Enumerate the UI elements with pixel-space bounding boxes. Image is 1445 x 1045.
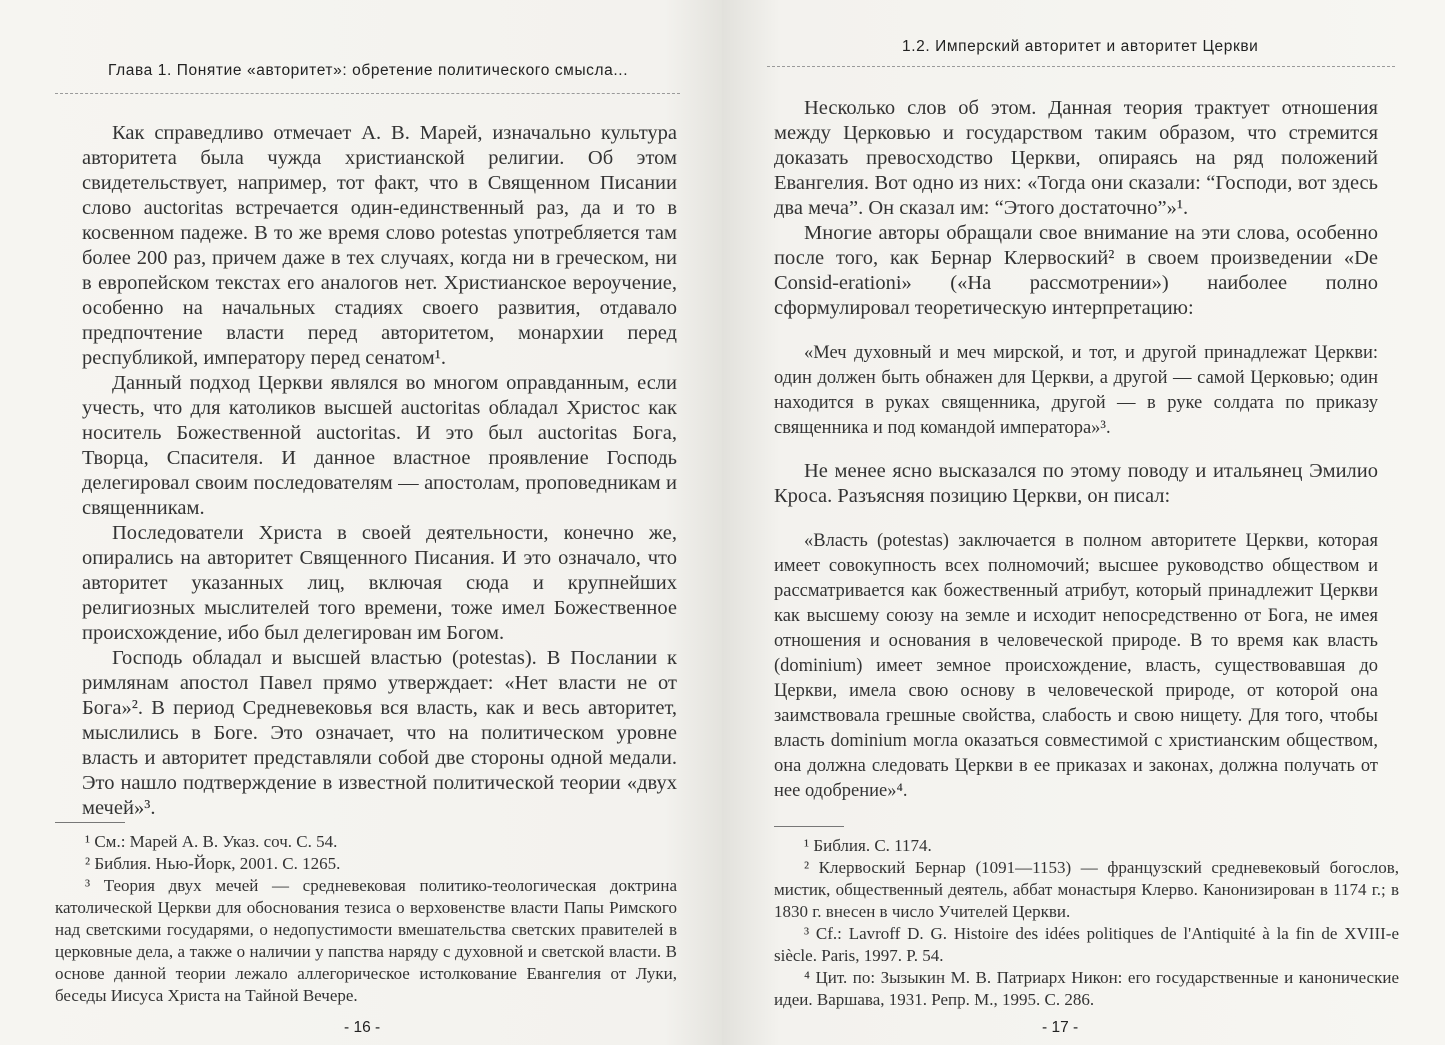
- paragraph: Как справедливо отмечает А. В. Марей, изначально культура авторитета была чужда христианской религии. Об этом свидетельствует, например, тот факт, что в Священном Писании слово auctoritas встречается один-единственный раз, да и то в косвенном падеже. В то же время слово potestas употребляется там более 200 раз, причем даже в тех случаях, когда ни в греческом, ни в европейском текстах его аналогов нет. Христианское вероучение, особенно на начальных стадиях своего развития, отдавало предпочтение власти перед авторитетом, монархии перед республикой, императору перед сенатом¹.: [82, 122, 677, 369]
- page-number: - 17 -: [1042, 1019, 1079, 1036]
- footnote: ³ Теория двух мечей — средневековая политико-теологическая доктрина католической Церкви для обоснования тезиса о верховенстве власти Папы Римского над светскими государями, о недопустимости вмешательства светских правителей в церковные дела, а также о наличии у папства наряду с духовной и светской власти. В основе данной теории лежало аллегорическое истолкование Евангелия от Луки, беседы Иисуса Христа на Тайной Вечере.: [55, 876, 677, 1005]
- footnotes: [774, 826, 1399, 1011]
- footnote: ³ Cf.: Lavroff D. G. Histoire des idées politiques de l'Antiquité à la fin de XVIII-e siècle. Paris, 1997. P. 54.: [774, 924, 1399, 965]
- running-head: 1.2. Имперский авторитет и авторитет Церкви: [902, 38, 1259, 55]
- footnote: ² Библия. Нью-Йорк, 2001. С. 1265.: [85, 854, 341, 873]
- footnote-separator: [55, 822, 125, 823]
- footnote: ¹ Библия. С. 1174.: [804, 836, 932, 855]
- block-quote: «Меч духовный и меч мирской, и тот, и другой принадлежат Церкви: один должен быть обнажен для Церкви, а другой — самой Церковью; один находится в руках священника, другой — в руке солдата по приказу священника и под командой императора»³.: [774, 343, 1378, 438]
- footnote: ¹ См.: Марей А. В. Указ. соч. С. 54.: [85, 832, 338, 851]
- header-rule: [767, 66, 1395, 67]
- header-rule: [55, 93, 680, 94]
- paragraph: Не менее ясно высказался по этому поводу и итальянец Эмилио Кроса. Разъясняя позицию Церкви, он писал:: [774, 460, 1378, 507]
- footnote: ² Клервоский Бернар (1091—1153) — французский средневековый богослов, мистик, общественный деятель, аббат монастыря Клерво. Канонизирован в 1174 г.; в 1830 г. внесен в число Учителей Церкви.: [774, 858, 1399, 921]
- footnotes: [55, 822, 677, 1007]
- body-text: [774, 96, 1378, 822]
- running-head: Глава 1. Понятие «авторитет»: обретение политического смысла...: [108, 62, 629, 79]
- paragraph: Данный подход Церкви являлся во многом оправданным, если учесть, что для католиков высшей auctoritas обладал Христос как носитель Божественной auctoritas. И это был auctoritas Бога, Творца, Спасителя. И данное властное проявление Господь делегировал своим последователям — апостолам, проповедникам и священникам.: [82, 372, 677, 519]
- right-page: [722, 0, 1445, 1045]
- body-text: [82, 121, 677, 821]
- paragraph: Последователи Христа в своей деятельности, конечно же, опирались на авторитет Священного Писания. И это означало, что авторитет указанных лиц, включая сюда и крупнейших религиозных мыслителей того времени, тоже имел Божественное происхождение, ибо был делегирован им Богом.: [82, 522, 677, 644]
- paragraph: Многие авторы обращали свое внимание на эти слова, особенно после того, как Бернар Клервоский² в своем произведении «De Consid-erationi» («На рассмотрении») наиболее полно сформулировал теоретическую интерпретацию:: [774, 222, 1378, 319]
- footnote: ⁴ Цит. по: Зызыкин М. В. Патриарх Никон: его государственные и канонические идеи. Варшава, 1931. Репр. М., 1995. С. 286.: [774, 968, 1399, 1009]
- footnote-separator: [774, 826, 844, 827]
- block-quote: «Власть (potestas) заключается в полном авторитете Церкви, которая имеет совокупность всех полномочий; высшее руководство обществом и рассматривается как божественный атрибут, который принадлежит Церкви как высшему союзу на земле и исходит непосредственно от Бога, не имея отношения и основания в человеческой природе. В то время как власть (dominium) имеет земное происхождение, власть, существовавшая до Церкви, имела свою основу в человеческой природе, от которой она заимствовала грешные свойства, слабость и свою нищету. Для того, чтобы власть dominium могла оказаться совместимой с христианским обществом, она должна следовать Церкви в ее приказах и законах, должна получать от нее одобрение»⁴.: [774, 531, 1378, 801]
- paragraph: Господь обладал и высшей властью (potestas). В Послании к римлянам апостол Павел прямо утверждает: «Нет власти не от Бога»². В период Средневековья вся власть, как и весь авторитет, мыслились в Боге. Это означает, что на политическом уровне власть и авторитет представляли собой две стороны одной медали. Это нашло подтверждение в известной политической теории «двух мечей»³.: [82, 647, 677, 819]
- left-page: [0, 0, 722, 1045]
- page-number: - 16 -: [344, 1019, 381, 1036]
- paragraph: Несколько слов об этом. Данная теория трактует отношения между Церковью и государством таким образом, что стремится доказать превосходство Церкви, опираясь на ряд положений Евангелия. Вот одно из них: «Тогда они сказали: “Господи, вот здесь два меча”. Он сказал им: “Этого достаточно”»¹.: [774, 97, 1378, 219]
